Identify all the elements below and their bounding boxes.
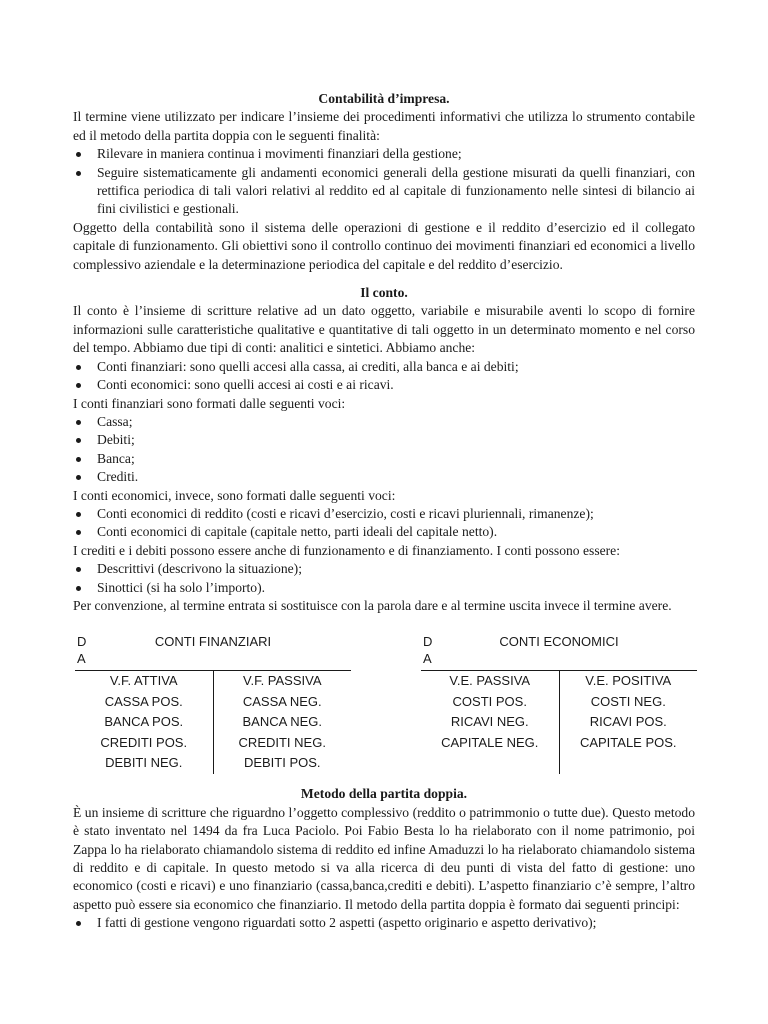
paragraph-partita-doppia: È un insieme di scritture che riguardno l’oggetto complessivo (reddito o patrimmonio o tutte due). Questo metodo è stato inventato nel 1494 da fra Luca Paciolo. Poi Fabio Besta lo ha rielaborato con il nome patrimonio, poi Zappa lo ha rielaborato chiamandolo sistema di reddito ed infine Amaduzzi lo ha rielaborato chiamandolo sistema di reddito e di capitale. In questo metodo si va alla ricerca di deu punti di vista del fatto di gestione: uno economico (costi e ricavi) e uno finanziario (cassa,banca,crediti e debiti). L’aspetto finanziario c’è sempre, l’altro aspetto può essere sia economico che finanziario. Il metodo della partita doppia è formato dai seguenti principi: bbox=[73, 804, 695, 912]
table-body bbox=[75, 671, 351, 774]
list-item: Conti finanziari: sono quelli accesi alla cassa, ai crediti, alla banca e ai debiti; bbox=[73, 358, 695, 376]
bullet-list-tipologie bbox=[73, 560, 695, 597]
table-cell: V.E. POSITIVA bbox=[585, 673, 672, 689]
table-cell: CAPITALE POS. bbox=[579, 734, 677, 750]
section-title-contabilita: Contabilità d’impresa. bbox=[318, 91, 450, 106]
table-cell: CREDITI NEG. bbox=[238, 734, 326, 750]
paragraph-conti-economici: I conti economici, invece, sono formati dalle seguenti voci: bbox=[73, 487, 396, 503]
table-cell: RICAVI POS. bbox=[589, 714, 667, 730]
table-cell: COSTI NEG. bbox=[590, 693, 666, 709]
bullet-list-voci-economiche bbox=[73, 505, 695, 542]
table-header bbox=[75, 633, 351, 671]
column-avere bbox=[560, 671, 698, 774]
section-title-conto: Il conto. bbox=[360, 285, 408, 301]
column-avere bbox=[214, 671, 352, 774]
paragraph-conti-finanziari: I conti finanziari sono formati dalle seguenti voci: bbox=[73, 395, 346, 411]
table-conti-finanziari bbox=[75, 633, 351, 774]
paragraph-oggetto: Oggetto della contabilità sono il sistema delle operazioni di gestione e il reddito d’esercizio ed il collegato capitale di funzionamento. Gli obiettivi sono il controllo continuo dei movimenti finanziari ed economici a livello complessivo aziendale e la determinazione periodica del capitale e del reddito d’esercizio. bbox=[73, 219, 695, 272]
list-item: Seguire sistematicamente gli andamenti economici generali della gestione misurati da quelli finanziari, con rettifica periodica di tali valori relativi al reddito ed al capitale di funzionamento nelle sintesi di bilancio ai fini civilistici e gestionali. bbox=[73, 164, 695, 219]
paragraph-intro: Il termine viene utilizzato per indicare l’insieme dei procedimenti informativi che utilizza lo strumento contabile ed il metodo della partita doppia con le seguenti finalità: bbox=[73, 109, 695, 143]
table-cell: V.E. PASSIVA bbox=[449, 673, 531, 689]
table-cell: V.F. PASSIVA bbox=[242, 673, 322, 689]
table-cell: CREDITI POS. bbox=[100, 734, 188, 750]
table-cell: CAPITALE NEG. bbox=[441, 734, 539, 750]
dare-avere-label: DA bbox=[423, 634, 433, 667]
bullet-list-voci-finanziarie bbox=[73, 413, 695, 487]
table-cell-empty bbox=[421, 753, 559, 774]
dare-avere-label: DA bbox=[77, 634, 87, 667]
bullet-list-finalita bbox=[73, 145, 695, 219]
table-conti-economici bbox=[421, 633, 697, 774]
table-cell: BANCA POS. bbox=[104, 714, 184, 730]
table-cell: CASSA POS. bbox=[104, 693, 183, 709]
table-cell: BANCA NEG. bbox=[242, 714, 322, 730]
list-item: Banca; bbox=[73, 450, 695, 468]
table-cell: COSTI POS. bbox=[452, 693, 527, 709]
list-item: Conti economici di capitale (capitale netto, parti ideali del capitale netto). bbox=[73, 523, 695, 541]
paragraph-crediti-debiti: I crediti e i debiti possono essere anche di funzionamento e di finanziamento. I conti possono essere: bbox=[73, 542, 620, 558]
bullet-list-tipi-conti bbox=[73, 358, 695, 395]
list-item: Debiti; bbox=[73, 431, 695, 449]
list-item: Rilevare in maniera continua i movimenti finanziari della gestione; bbox=[73, 145, 695, 163]
table-cell-empty bbox=[560, 753, 698, 774]
bullet-list-principi bbox=[73, 914, 695, 932]
list-item: I fatti di gestione vengono riguardati sotto 2 aspetti (aspetto originario e aspetto derivativo); bbox=[73, 914, 695, 932]
document-page bbox=[73, 90, 695, 933]
table-cell: DEBITI NEG. bbox=[105, 755, 183, 771]
list-item: Conti economici: sono quelli accesi ai costi e ai ricavi. bbox=[73, 376, 695, 394]
table-header bbox=[421, 633, 697, 671]
table-cell: CASSA NEG. bbox=[242, 693, 322, 709]
paragraph-convenzione: Per convenzione, al termine entrata si sostituisce con la parola dare e al termine uscita invece il termine avere. bbox=[73, 597, 672, 613]
list-item: Cassa; bbox=[73, 413, 695, 431]
column-dare bbox=[75, 671, 214, 774]
table-cell: DEBITI POS. bbox=[243, 755, 321, 771]
list-item: Sinottici (si ha solo l’importo). bbox=[73, 579, 695, 597]
column-dare bbox=[421, 671, 560, 774]
section-title-partita-doppia: Metodo della partita doppia. bbox=[300, 786, 468, 802]
list-item: Crediti. bbox=[73, 468, 695, 486]
list-item: Descrittivi (descrivono la situazione); bbox=[73, 560, 695, 578]
t-account-tables bbox=[73, 633, 695, 773]
table-body bbox=[421, 671, 697, 774]
table-cell: RICAVI NEG. bbox=[450, 714, 529, 730]
table-title: CONTI FINANZIARI bbox=[154, 634, 272, 650]
table-title: CONTI ECONOMICI bbox=[499, 634, 619, 650]
list-item: Conti economici di reddito (costi e ricavi d’esercizio, costi e ricavi pluriennali, rimanenze); bbox=[73, 505, 695, 523]
table-cell: V.F. ATTIVA bbox=[109, 673, 178, 689]
paragraph-conto: Il conto è l’insieme di scritture relative ad un dato oggetto, variabile e misurabile aventi lo scopo di fornire informazioni sulle caratteristiche qualitative e quantitative di tali oggetto in un determinato momento e nel corso del tempo. Abbiamo due tipi di conti: analitici e sintetici. Abbiamo anche: bbox=[73, 303, 695, 356]
